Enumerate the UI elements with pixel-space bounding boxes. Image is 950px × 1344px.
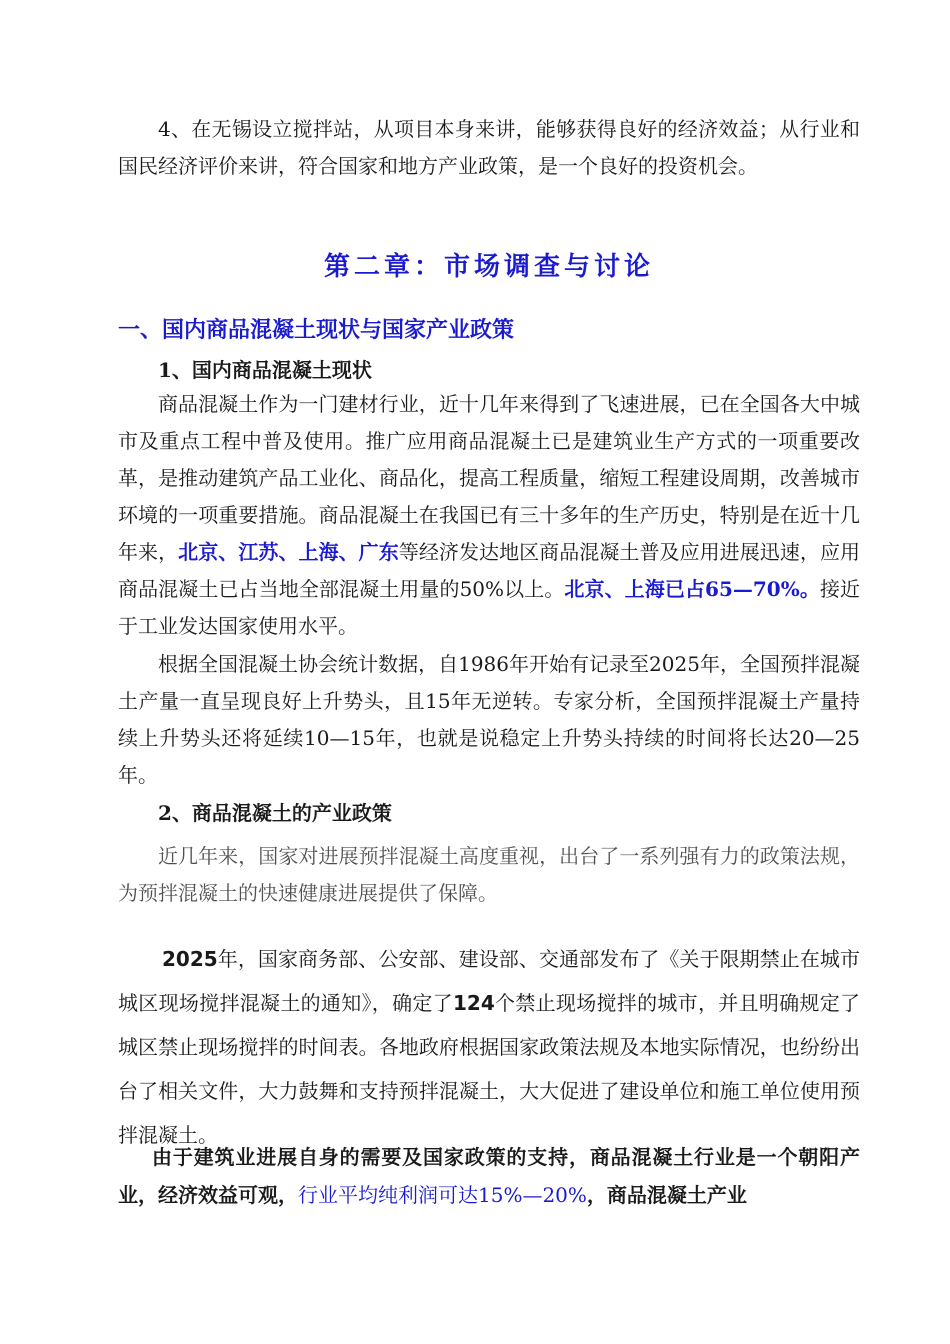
notice-text-1: 年，国家商务部、公安部、建设部、交通部发布了《关于限期禁止在城市城区现场搅拌混凝土的通知》，确定了 [118,947,860,1015]
conclusion-text: 4、在无锡设立搅拌站，从项目本身来讲，能够获得良好的经济效益；从行业和国民经济评价来讲，符合国家和地方产业政策，是一个良好的投资机会。 [118,117,860,178]
notice-year: 2025 [162,947,218,971]
highlight-beijing-shanghai: 北京、上海已占65—70%。 [564,577,820,601]
section-heading: 一、国内商品混凝土现状与国家产业政策 [118,317,515,343]
subsection-heading-policy: 2、商品混凝土的产业政策 [158,801,392,825]
statistics-text: 根据全国混凝土协会统计数据，自1986年开始有记录至2025年，全国预拌混凝土产量一直呈现良好上升势头，且15年无逆转。专家分析，全国预拌混凝土产量持续上升势头还将延续10—15年，也就是说稳定上升势头持续的时间将长达20—25年。 [118,652,860,787]
conclusion-paragraph [118,111,860,185]
notice-text-2: 个禁止现场搅拌的城市，并且明确规定了城区禁止现场搅拌的时间表。各地政府根据国家政策法规及本地实际情况，也纷纷出台了相关文件，大力鼓舞和支持预拌混凝土，大大促进了建设单位和施工单位使用预拌混凝土。 [118,991,861,1147]
highlight-profit-rate: 行业平均纯利润可达15%—20% [298,1183,587,1207]
status-text-3: 接近于工业发达国家使用水平。 [118,577,861,638]
outlook-text-1: 由于建筑业进展自身的需要及国家政策的支持，商品混凝土行业是一个朝阳产业，经济效益可观， [118,1145,860,1207]
status-paragraph [118,386,860,645]
policy-notice-paragraph [118,937,860,1157]
chapter-title: 第二章：市场调查与讨论 [323,252,654,282]
policy-intro-text: 近几年来，国家对进展预拌混凝土高度重视，出台了一系列强有力的政策法规，为预拌混凝土的快速健康进展提供了保障。 [118,844,860,905]
status-text-1: 商品混凝土作为一门建材行业，近十几年来得到了飞速进展，已在全国各大中城市及重点工程中普及使用。推广应用商品混凝土已是建筑业生产方式的一项重要改革，是推动建筑产品工业化、商品化，提高工程质量，缩短工程建设周期，改善城市环境的一项重要措施。商品混凝土在我国已有三十多年的生产历史，特别是在近十几年来， [118,392,860,564]
subsection-heading-status: 1、国内商品混凝土现状 [158,358,372,382]
statistics-paragraph [118,646,860,794]
notice-city-count: 124 [452,991,495,1015]
industry-outlook-paragraph [118,1138,860,1214]
outlook-text-2: ，商品混凝土产业 [586,1183,747,1207]
highlight-regions: 北京、江苏、上海、广东 [178,540,399,564]
status-text-2: 等经济发达地区商品混凝土普及应用进展迅速，应用商品混凝土已占当地全部混凝土用量的50%以上。 [118,540,861,601]
policy-intro-paragraph [118,838,860,912]
